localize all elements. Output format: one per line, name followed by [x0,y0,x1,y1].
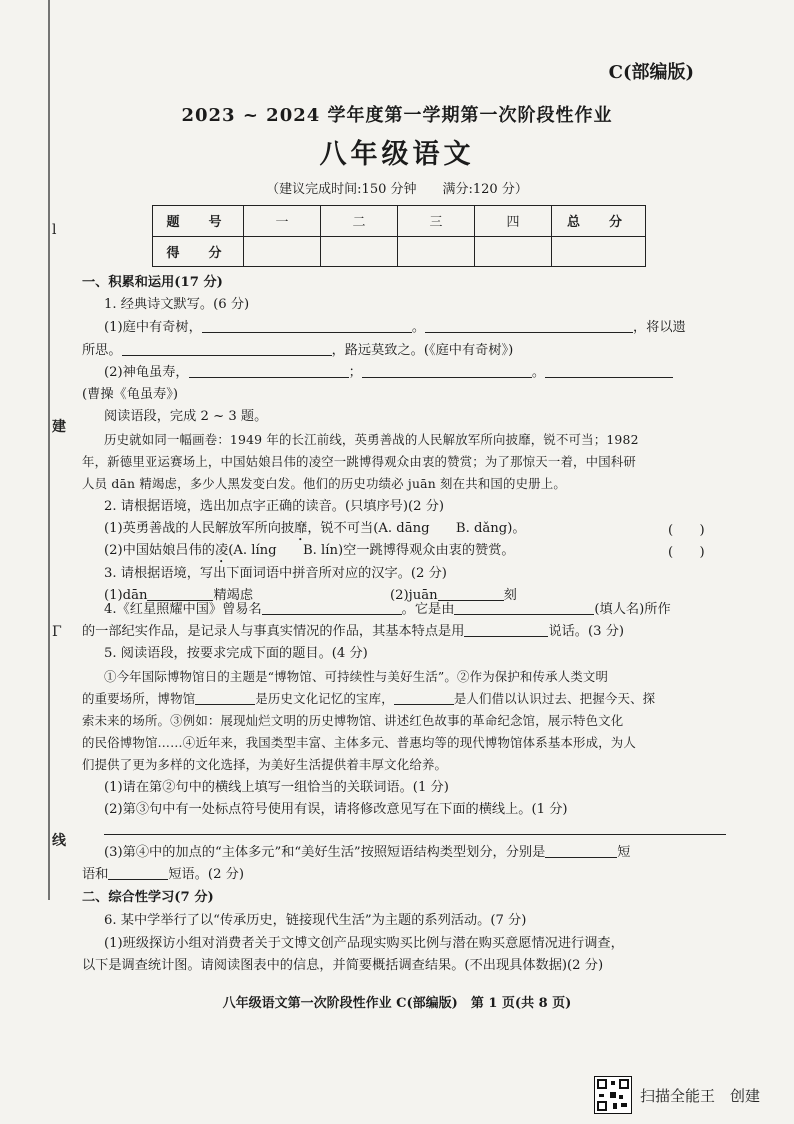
table-header-cell: 四 [475,206,552,237]
table-header-cell: 题 号 [153,206,244,237]
score-table [152,205,646,267]
sub-question: (2)第③句中有一处标点符号使用有误，请将修改意见写在下面的横线上。(1 分) [104,802,568,817]
question-line: (1)班级探访小组对消费者关于文博文创产品现实购买比例与潜在购买意愿情况进行调查， [104,936,624,951]
question-text: 说话。(3 分) [548,624,625,639]
margin-mark: Γ [52,624,62,640]
score-table-header-row [153,206,646,237]
question-source: (曹操《龟虽寿》) [82,387,179,402]
dotted-char: 凌 [215,543,229,558]
answer-blank[interactable] [122,340,332,356]
reading-text: 是人们借以认识过去、把握今天、探 [453,691,656,706]
answer-blank[interactable] [394,689,454,705]
exam-title: 2023 ~ 2024 学年度第一学期第一次阶段性作业 [181,105,613,126]
question-text: (1)英勇善战的人民解放军所向披 [104,521,295,536]
page-footer: 八年级语文第一次阶段性作业 C(部编版) 第 1 页(共 8 页) [222,996,572,1011]
reading-text: 人员 dān 精竭虑，多少人黑发变白发。他们的历史功绩必 juān 刻在共和国的史册上。 [82,476,566,491]
table-header-cell: 总 分 [552,206,646,237]
question-text: (2)中国姑娘吕伟的 [104,543,215,558]
reading-text: 是历史文化记忆的宝库， [255,691,394,706]
question-line [104,362,726,384]
question-text: 短语。(2 分) [168,867,244,882]
dotted-char: 靡 [294,521,308,536]
reading-text: 的重要场所，博物馆 [82,691,196,706]
answer-blank[interactable] [202,317,412,333]
table-header-cell: 一 [244,206,321,237]
reading-text: 年，新德里亚运赛场上，中国姑娘吕伟的凌空一跳博得观众由衷的赞赏；为了那惊天一着，中国科研 [82,454,636,469]
answer-blank[interactable] [454,599,594,615]
watermark-text: 扫描全能王 创建 [640,1087,761,1105]
sub-question [104,842,726,864]
reading-text: 历史就如同一幅画卷：1949 年的长江前线，英勇善战的人民解放军所向披靡，锐不可当；1982 [104,432,639,447]
reading-text [82,688,726,710]
table-header-cell: 二 [321,206,398,237]
question-stem: 6. 某中学举行了以“传承历史，链接现代生活”为主题的系列活动。(7 分) [104,913,527,928]
qr-code-icon [594,1076,632,1114]
question-text: (2)juān [390,588,438,603]
reading-text: ①今年国际博物馆日的主题是“博物馆、可持续性与美好生活”。②作为保护和传承人类文明 [104,669,609,684]
section-heading: 二、综合性学习(7 分) [82,890,214,905]
question-text: 4.《红星照耀中国》曾易名 [104,602,262,617]
question-text: (1)庭中有奇树， [104,320,202,335]
answer-blank[interactable] [262,599,402,615]
question-text: 刻 [503,588,517,603]
reading-text: 索未来的场所。③例如：展现灿烂文明的历史博物馆、讲述红色故事的革命纪念馆，展示特色文化 [82,713,624,728]
section-heading: 一、积累和运用(17 分) [82,275,223,290]
sub-question [82,864,726,886]
reading-text: 们提供了更为多样的文化选择，为美好生活提供着丰厚文化给养。 [82,757,448,772]
score-cell[interactable] [552,236,646,267]
score-table-score-row [153,236,646,267]
answer-paren[interactable]: ( ) [668,523,705,538]
time-info: （建议完成时间:150 分钟 满分:120 分） [266,182,528,197]
score-cell[interactable] [398,236,475,267]
margin-mark: 建 [52,419,66,435]
question-text: ； [348,365,362,380]
question-text: (3)第④中的加点的“主体多元”和“美好生活”按照短语结构类型划分，分别是 [104,845,546,860]
answer-blank[interactable] [362,362,532,378]
question-text: 所思。 [82,343,122,358]
table-header-cell: 三 [398,206,475,237]
question-stem: 2. 请根据语境，选出加点字正确的读音。(只填序号)(2 分) [104,499,445,514]
answer-blank[interactable] [545,362,673,378]
question-text: 精竭虑 [213,588,254,603]
question-text: 短 [617,845,631,860]
table-row-label: 得 分 [153,236,244,267]
question-text: (1)dān [104,588,148,603]
edition-label: C(部编版) [608,62,694,83]
scanner-watermark [594,1076,774,1116]
question-stem: 5. 阅读语段，按要求完成下面的题目。(4 分) [104,646,368,661]
question-line: 以下是调查统计图。请阅读图表中的信息，并简要概括调查结果。(不出现具体数据)(2 分) [82,958,604,973]
question-text: 的一部纪实作品，是记录人与事真实情况的作品，其基本特点是用 [82,624,465,639]
score-cell[interactable] [321,236,398,267]
question-stem: 3. 请根据语境，写出下面词语中拼音所对应的汉字。(2 分) [104,566,447,581]
question-text: (2)神龟虽寿， [104,365,189,380]
answer-blank[interactable] [195,689,255,705]
margin-mark: 线 [52,833,66,849]
answer-blank[interactable] [189,362,349,378]
question-line [82,340,726,362]
question-text: 。 [531,365,545,380]
reading-intro: 阅读语段，完成 2 ~ 3 题。 [104,409,268,424]
answer-blank[interactable] [108,864,168,880]
subject-title: 八年级语文 [319,139,475,170]
question-text: 语和 [82,867,109,882]
answer-paren[interactable]: ( ) [668,545,705,560]
answer-blank[interactable] [425,317,633,333]
question-text: 。它是由 [401,602,455,617]
answer-blank[interactable] [464,621,548,637]
question-text: (A. líng B. lín)空一跳博得观众由衷的赞赏。 [228,543,515,558]
question-text: ，锐不可当(A. dāng B. dǎng)。 [307,521,526,536]
answer-blank[interactable] [545,842,617,858]
question-text: ，路远莫致之。(《庭中有奇树》) [331,343,514,358]
sub-question: (1)请在第②句中的横线上填写一组恰当的关联词语。(1 分) [104,780,449,795]
question-line [104,599,726,621]
answer-line[interactable] [104,834,726,835]
score-cell[interactable] [244,236,321,267]
question-stem: 1. 经典诗文默写。(6 分) [104,297,250,312]
question-text: ，将以遗 [633,320,686,335]
score-cell[interactable] [475,236,552,267]
question-line [104,317,726,339]
question-text: (填人名)所作 [594,602,671,617]
reading-text: 的民俗博物馆……④近年来，我国类型丰富、主体多元、普惠均等的现代博物馆体系基本形成，为人 [82,735,636,750]
question-line [82,621,726,643]
question-text: 。 [411,320,425,335]
margin-mark: l [52,222,57,238]
